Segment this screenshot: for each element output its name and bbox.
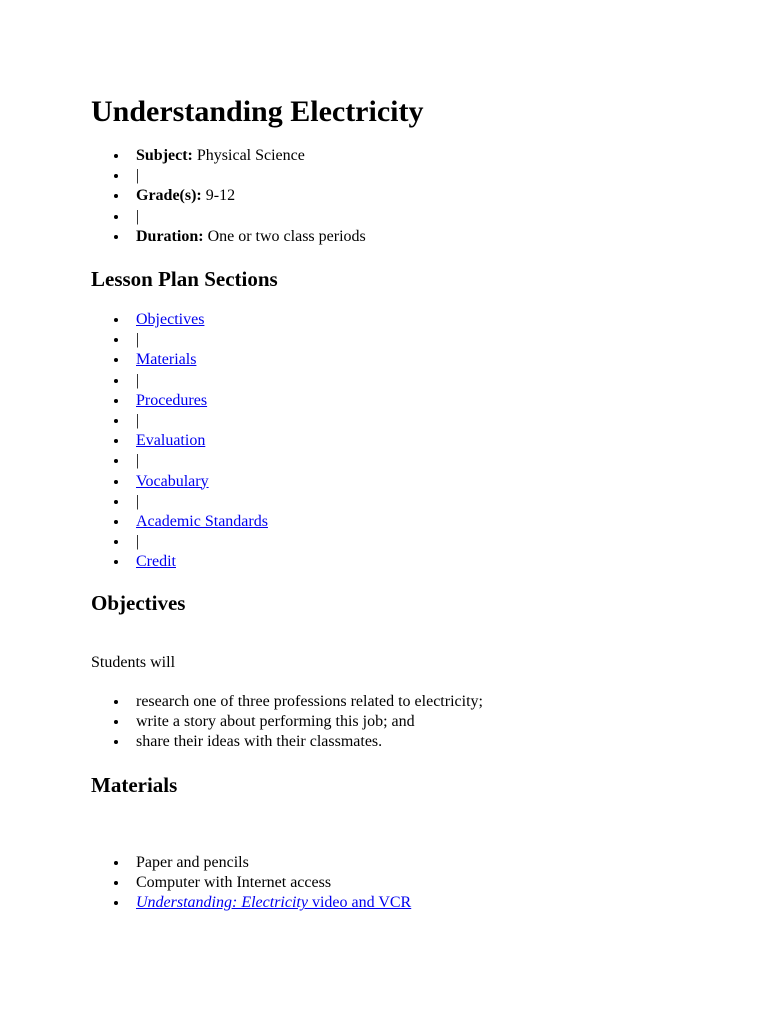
- nav-item-vocabulary: [91, 472, 268, 492]
- objectives-intro: Students will: [91, 654, 176, 671]
- list-item: Paper and pencils: [91, 853, 411, 873]
- subject-item: [91, 146, 366, 166]
- credit-link[interactable]: Credit: [136, 553, 176, 571]
- video-title: Understanding: Electricity: [136, 894, 308, 912]
- separator: |: [91, 371, 268, 391]
- separator: |: [91, 330, 268, 350]
- list-item: [91, 893, 411, 913]
- nav-item-procedures: [91, 391, 268, 411]
- vocabulary-link[interactable]: Vocabulary: [136, 472, 209, 490]
- separator: |: [91, 451, 268, 471]
- grades-label: Grade(s):: [136, 187, 202, 205]
- separator: |: [91, 207, 366, 227]
- grades-value: 9-12: [205, 187, 236, 205]
- academic-standards-link[interactable]: Academic Standards: [136, 512, 268, 530]
- separator: |: [91, 532, 268, 552]
- lesson-info-list: [91, 146, 366, 247]
- materials-list: [91, 853, 411, 914]
- sections-heading: Lesson Plan Sections: [91, 267, 278, 291]
- objectives-heading: Objectives: [91, 591, 186, 615]
- subject-value: Physical Science: [196, 147, 305, 164]
- list-item: write a story about performing this job; and: [91, 712, 483, 732]
- separator: |: [91, 411, 268, 431]
- list-item: share their ideas with their classmates.: [91, 732, 483, 752]
- list-item: Computer with Internet access: [91, 873, 411, 893]
- materials-link[interactable]: Materials: [136, 351, 197, 369]
- separator: |: [91, 166, 366, 186]
- objectives-link[interactable]: Objectives: [136, 311, 205, 328]
- grades-item: [91, 186, 366, 206]
- subject-label: Subject:: [136, 147, 193, 164]
- objectives-list: [91, 692, 483, 753]
- separator: |: [91, 492, 268, 512]
- duration-item: [91, 227, 366, 247]
- lesson-sections-nav: [91, 310, 268, 572]
- nav-item-evaluation: [91, 431, 268, 451]
- video-link[interactable]: [136, 894, 411, 911]
- nav-item-materials: [91, 350, 268, 370]
- nav-item-credit: [91, 552, 268, 572]
- evaluation-link[interactable]: Evaluation: [136, 432, 206, 450]
- nav-item-objectives: [91, 310, 268, 330]
- duration-value: One or two class periods: [207, 227, 366, 245]
- procedures-link[interactable]: Procedures: [136, 391, 208, 409]
- materials-heading: Materials: [91, 773, 178, 797]
- page-title: Understanding Electricity: [91, 95, 424, 128]
- list-item: research one of three professions related to electricity;: [91, 692, 483, 712]
- nav-item-academic-standards: [91, 512, 268, 532]
- duration-label: Duration:: [136, 227, 204, 245]
- video-rest: video and VCR: [307, 894, 412, 912]
